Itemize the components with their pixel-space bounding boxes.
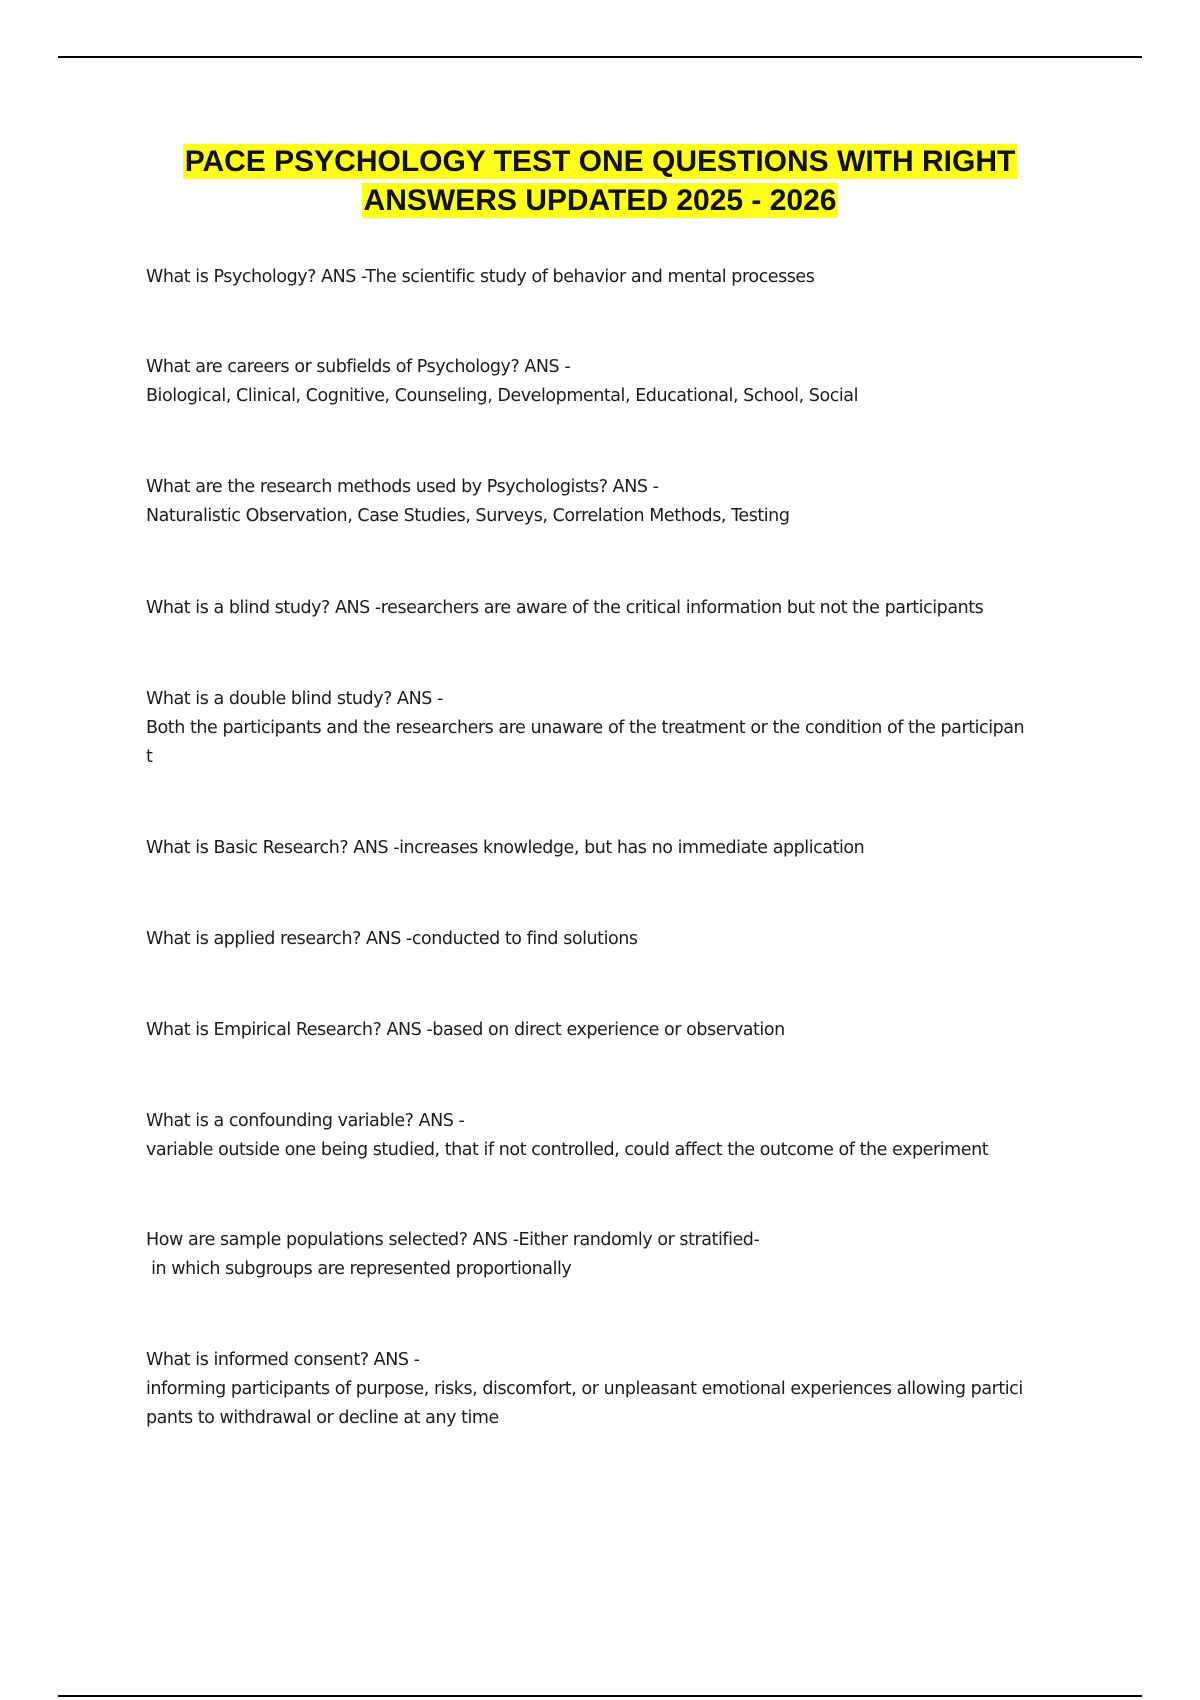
qa-line: What is a double blind study? ANS - [146,689,443,709]
qa-line: How are sample populations selected? ANS -Either randomly or stratified- [146,1230,760,1250]
qa-item-6 [146,834,1086,863]
qa-item-11 [146,1346,1086,1433]
qa-item-2 [146,353,1086,411]
qa-item-9 [146,1107,1086,1165]
title-line-1: PACE PSYCHOLOGY TEST ONE QUESTIONS WITH RIGHT [184,145,1016,178]
qa-line: informing participants of purpose, risks, discomfort, or unpleasant emotional experiences allowing partici [146,1379,1023,1399]
qa-line: pants to withdrawal or decline at any time [146,1408,499,1428]
qa-line: Naturalistic Observation, Case Studies, Surveys, Correlation Methods, Testing [146,506,790,526]
document-title [58,142,1142,220]
qa-line: What is informed consent? ANS - [146,1350,420,1370]
qa-line: Both the participants and the researchers are unaware of the treatment or the condition of the participan [146,718,1025,738]
qa-line: What is applied research? ANS -conducted to find solutions [146,929,638,949]
qa-line: Biological, Clinical, Cognitive, Counseling, Developmental, Educational, School, Social [146,386,858,406]
qa-line: What is a confounding variable? ANS - [146,1111,465,1131]
qa-item-5 [146,685,1086,772]
qa-line: in which subgroups are represented proportionally [146,1259,572,1279]
qa-item-1 [146,263,1086,292]
qa-item-4 [146,594,1086,623]
qa-line: variable outside one being studied, that if not controlled, could affect the outcome of the experiment [146,1140,989,1160]
title-line-2: ANSWERS UPDATED 2025 - 2026 [363,184,837,217]
top-rule [58,56,1142,58]
qa-line: What is Empirical Research? ANS -based on direct experience or observation [146,1020,785,1040]
qa-item-10 [146,1226,1086,1284]
qa-line: What are careers or subfields of Psychology? ANS - [146,357,571,377]
qa-item-7 [146,925,1086,954]
qa-line: What is Basic Research? ANS -increases knowledge, but has no immediate application [146,838,865,858]
qa-item-8 [146,1016,1086,1045]
bottom-rule [58,1695,1142,1697]
qa-line: t [146,747,153,767]
qa-line: What are the research methods used by Psychologists? ANS - [146,477,659,497]
qa-item-3 [146,473,1086,531]
qa-line: What is a blind study? ANS -researchers are aware of the critical information but not the participants [146,598,984,618]
qa-line: What is Psychology? ANS -The scientific study of behavior and mental processes [146,267,815,287]
